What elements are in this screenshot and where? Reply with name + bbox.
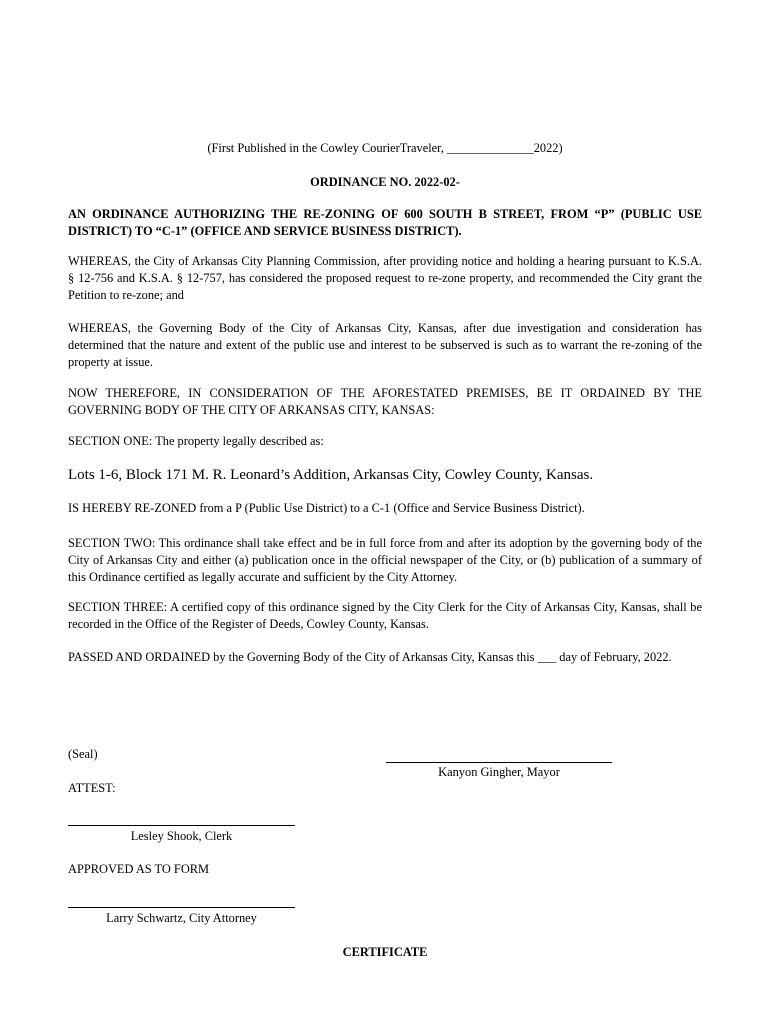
certificate-heading: CERTIFICATE [342,945,428,959]
section-two-paragraph: SECTION TWO: This ordinance shall take effect and be in full force from and after its adoption by the governing body of the City of Arkansas City and either (a) publication once in the official newspaper of the City, or (b) publication of a summary of this Ordinance certified as legally accurate and sufficient by the City Attorney. [68,536,702,584]
mayor-name: Kanyon Gingher, Mayor [438,765,560,779]
mayor-signature-line [386,762,612,763]
whereas-paragraph-2: WHEREAS, the Governing Body of the City of Arkansas City, Kansas, after due investigation and consideration has determined that the nature and extent of the public use and interest to be subserved is such as to warrant the re-zoning of the property at issue. [68,321,702,369]
legal-description: Lots 1-6, Block 171 M. R. Leonard’s Addition, Arkansas City, Cowley County, Kansas. [68,467,594,483]
clerk-signature-line [68,825,295,826]
seal-label: (Seal) [68,747,98,761]
passed-and-ordained-paragraph: PASSED AND ORDAINED by the Governing Body of the City of Arkansas City, Kansas this ___ day of February, 2022. [68,650,672,664]
clerk-name: Lesley Shook, Clerk [130,829,233,843]
now-therefore-paragraph: NOW THEREFORE, IN CONSIDERATION OF THE AFORESTATED PREMISES, BE IT ORDAINED BY THE GOVERNING BODY OF THE CITY OF ARKANSAS CITY, KANSAS: [68,386,702,417]
published-line: (First Published in the Cowley CourierTraveler, ______________2022) [207,141,563,155]
approved-as-to-form-label: APPROVED AS TO FORM [68,862,210,876]
rezoned-statement: IS HEREBY RE-ZONED from a P (Public Use District) to a C-1 (Office and Service Business District). [68,501,585,515]
attorney-name: Larry Schwartz, City Attorney [106,911,257,925]
attorney-signature-line [68,907,295,908]
whereas-paragraph-1: WHEREAS, the City of Arkansas City Planning Commission, after providing notice and holding a hearing pursuant to K.S.A. § 12-756 and K.S.A. § 12-757, has considered the proposed request to re-zone property, and recommended the City grant the Petition to re-zone; and [68,254,702,302]
ordinance-title: AN ORDINANCE AUTHORIZING THE RE-ZONING OF 600 SOUTH B STREET, FROM “P” (PUBLIC USE DISTRICT) TO “C-1” (OFFICE AND SERVICE BUSINESS DISTRICT). [68,207,702,238]
ordinance-number: ORDINANCE NO. 2022-02- [310,175,460,189]
attest-label: ATTEST: [68,781,116,795]
section-one-heading: SECTION ONE: The property legally described as: [68,434,324,448]
section-three-paragraph: SECTION THREE: A certified copy of this ordinance signed by the City Clerk for the City of Arkansas City, Kansas, shall be recorded in the Office of the Register of Deeds, Cowley County, Kansas. [68,600,702,631]
